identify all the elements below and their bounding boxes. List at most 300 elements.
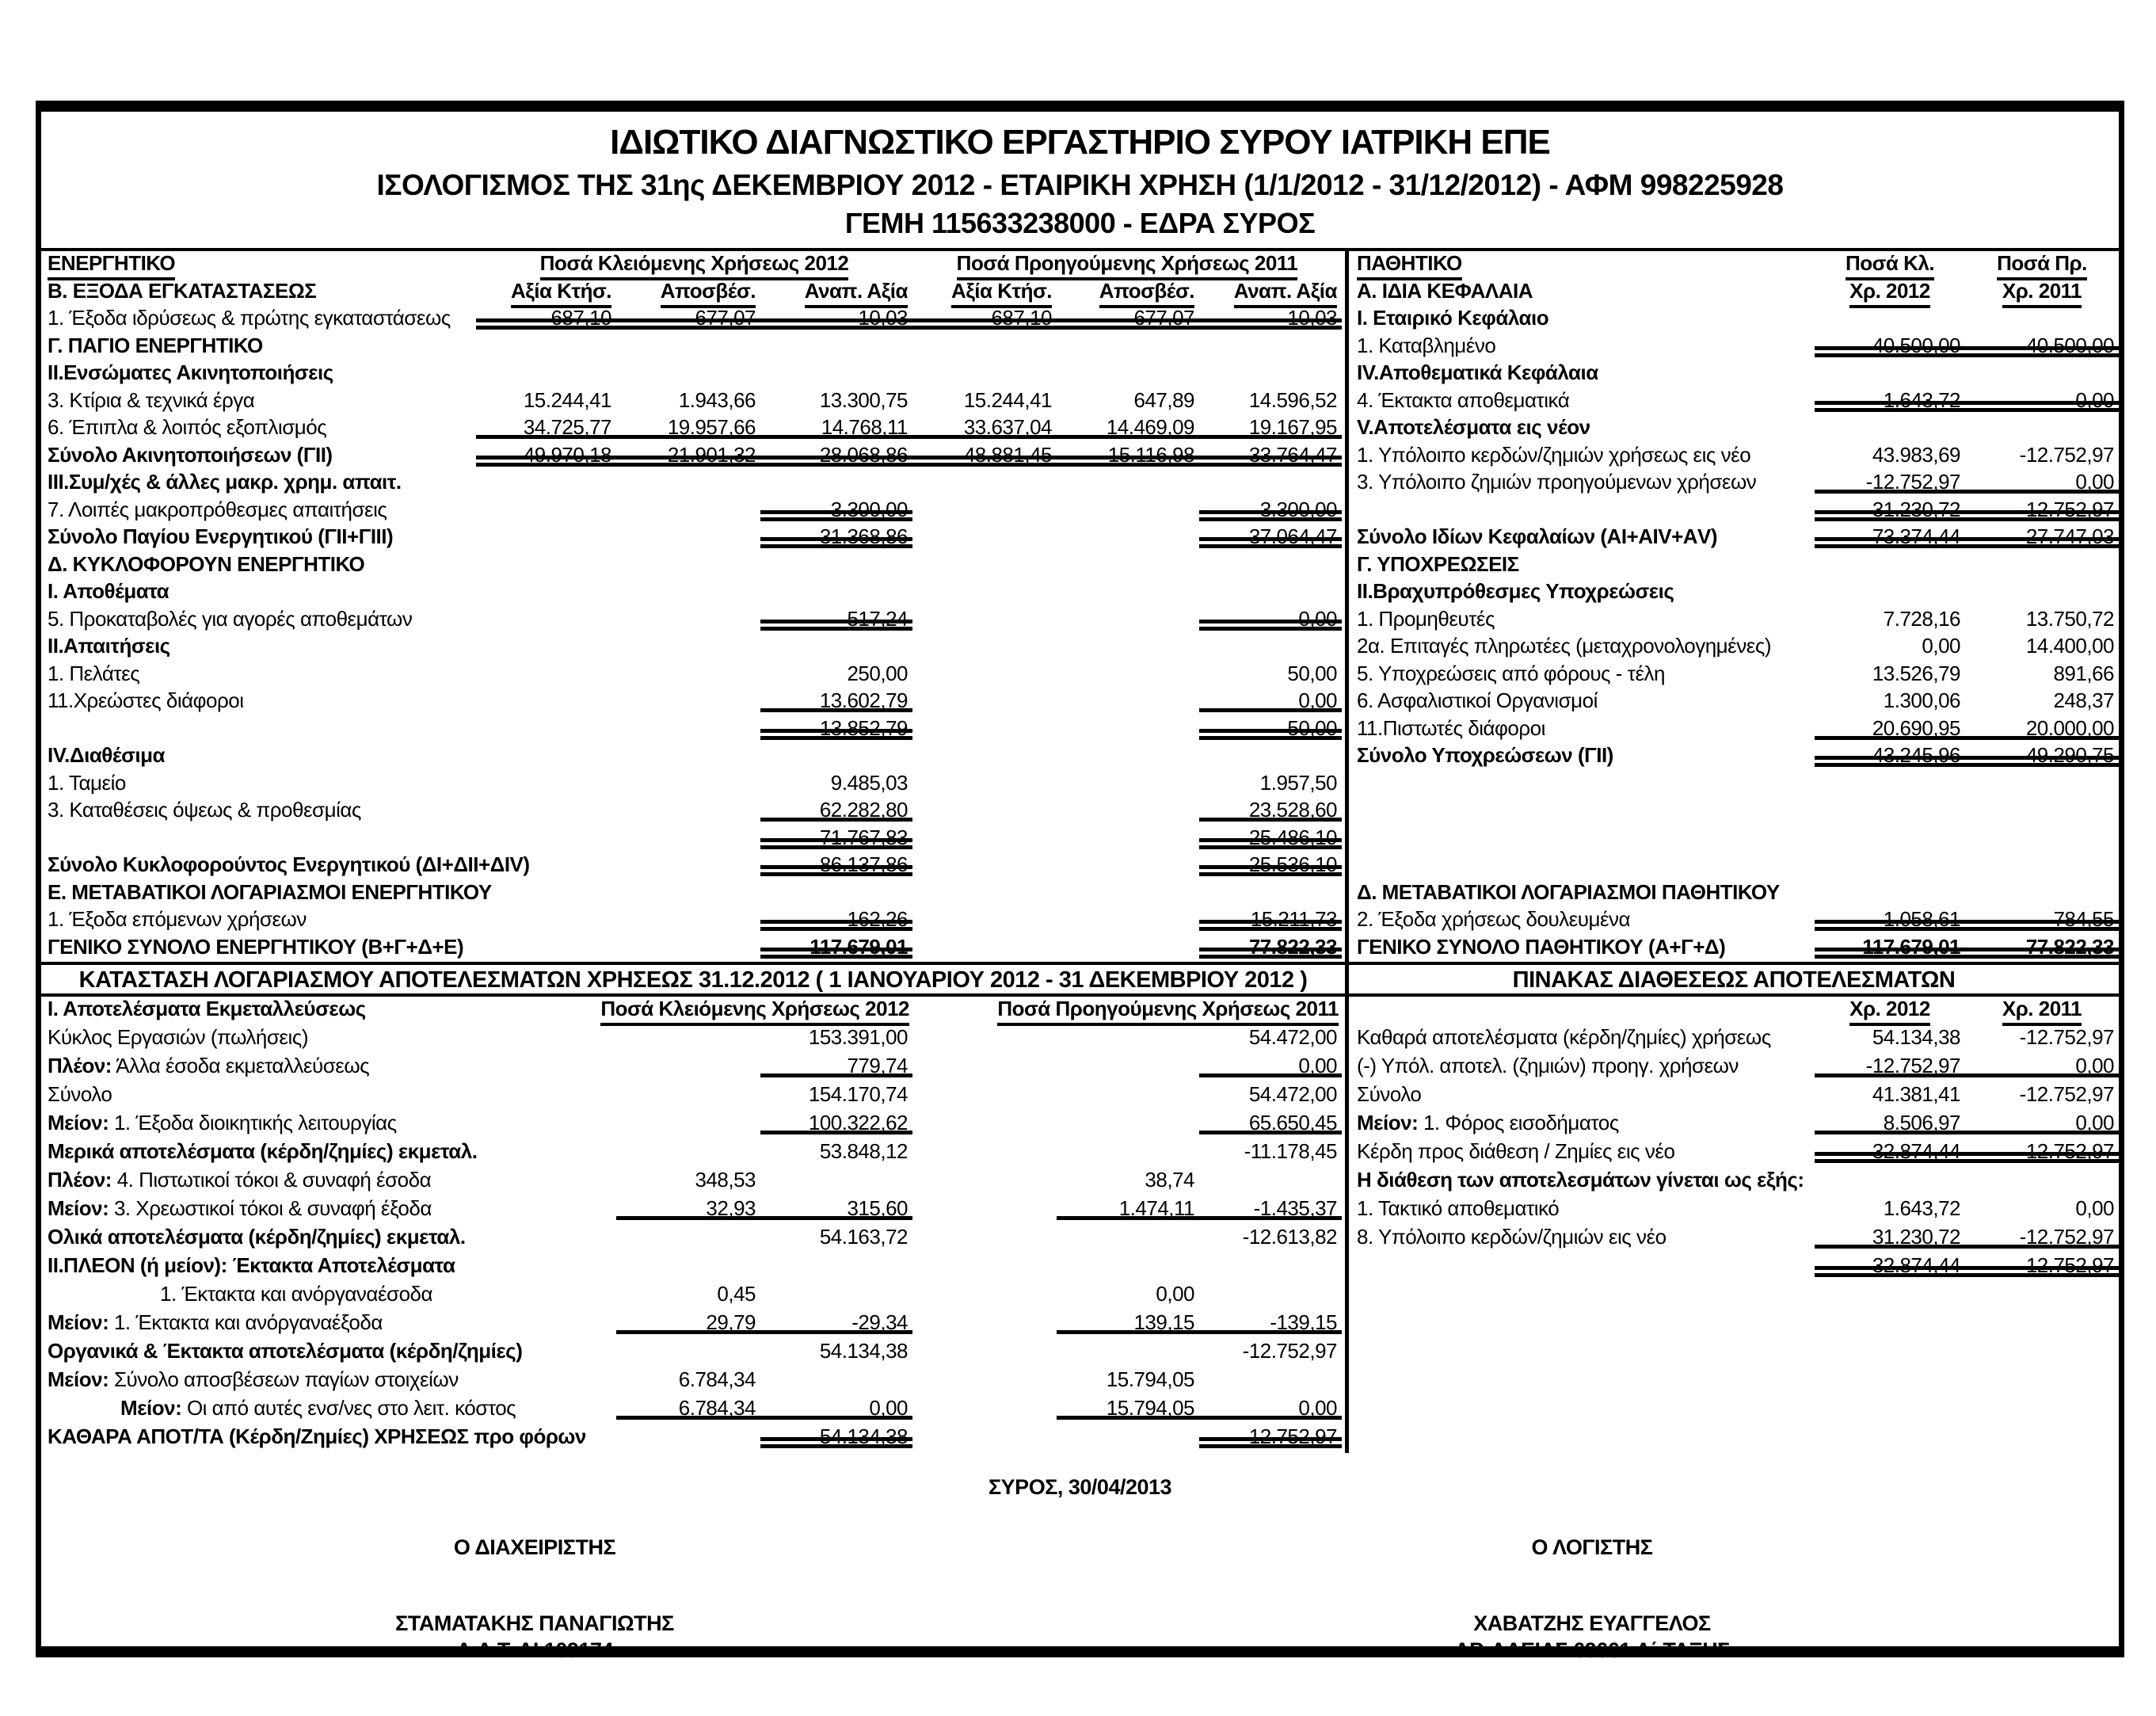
amount-cell <box>1965 771 2119 795</box>
table-row <box>41 1111 1345 1139</box>
amount-cell <box>1057 498 1199 521</box>
table-row <box>1349 498 2119 525</box>
table-row <box>1349 907 2119 935</box>
income-rows <box>41 1025 1345 1453</box>
row-label: Ι. Εταιρικό Κεφάλαιο <box>1357 306 1549 330</box>
table-row <box>41 306 1345 334</box>
table-row <box>1349 852 2119 880</box>
amount-cell <box>616 1253 760 1277</box>
amount-cell <box>476 1367 616 1391</box>
amount-cell: 53.848,12 <box>819 1139 908 1163</box>
amount-cell: 50,00 <box>1287 661 1337 685</box>
liab-col1-header: Ποσά Κλ. <box>1815 251 1965 275</box>
amount-cell <box>616 662 760 685</box>
income-section-title: Ι. Αποτελέσματα Εκμεταλλεύσεως <box>48 997 366 1020</box>
amount-cell <box>616 607 760 631</box>
amount-cell: 1.943,66 <box>678 387 756 412</box>
amount-cell <box>1199 1282 1342 1306</box>
amount-cell: 687,10 <box>476 306 616 330</box>
amount-cell: 77.822,33 <box>1965 935 2119 959</box>
amount-cell: 784,55 <box>1965 907 2119 931</box>
amount-cell <box>912 1339 1057 1363</box>
table-row <box>41 552 1345 580</box>
accountant-name: ΧΑΒΑΤΖΗΣ ΕΥΑΓΓΕΛΟΣ <box>1473 1611 1711 1635</box>
amount-cell <box>476 826 616 849</box>
amount-cell <box>1815 798 1965 822</box>
amount-cell <box>476 1253 616 1277</box>
table-row <box>41 662 1345 689</box>
row-label: Μείον: 3. Χρεωστικοί τόκοι & συναφή έξοδα <box>48 1196 432 1220</box>
amount-cell <box>1965 798 2119 822</box>
amount-cell: 25.486,10 <box>1199 826 1342 849</box>
row-label: ΙΙΙ.Συμ/χές & άλλες μακρ. χρημ. απαιτ. <box>48 470 402 494</box>
amount-cell: 13.526,79 <box>1872 661 1960 685</box>
amount-cell: 14.400,00 <box>2025 634 2114 658</box>
amount-cell: 14.768,11 <box>760 415 912 439</box>
amount-cell: 677,07 <box>616 306 760 330</box>
amount-cell: 0,00 <box>1199 1054 1342 1077</box>
document-frame <box>36 101 2124 1662</box>
table-row <box>1349 470 2119 498</box>
balance-sheet-title: ΙΣΟΛΟΓΙΣΜΟΣ ΤΗΣ 31ης ΔΕΚΕΜΒΡΙΟΥ 2012 - ΕΤΑΙΡΙΚΗ ΧΡΗΣΗ (1/1/2012 - 31/12/2012) - ΑΦΜ 998225928 <box>376 169 1784 201</box>
amount-cell <box>616 743 760 767</box>
amount-cell: 0,00 <box>1156 1282 1194 1306</box>
table-row <box>1349 662 2119 689</box>
company-title: ΙΔΙΩΤΙΚΟ ΔΙΑΓΝΩΣΤΙΚΟ ΕΡΓΑΣΤΗΡΙΟ ΣΥΡΟΥ ΙΑΤΡΙΚΗ ΕΠΕ <box>610 123 1550 162</box>
amount-cell: 0,00 <box>1199 1396 1342 1420</box>
amount-cell: 0,00 <box>1199 607 1342 631</box>
amount-cell <box>1965 552 2119 576</box>
manager-name: ΣΤΑΜΑΤΑΚΗΣ ΠΑΝΑΓΙΩΤΗΣ <box>395 1611 674 1635</box>
table-row <box>41 524 1345 552</box>
amount-cell: 41.381,41 <box>1872 1082 1960 1106</box>
row-label: Μείον: 1. Φόρος εισοδήματος <box>1357 1111 1619 1134</box>
label-prefix: Πλέον: <box>48 1054 112 1077</box>
row-label: Οργανικά & Έκτακτα αποτελέσματα (κέρδη/ζημίες) <box>48 1339 523 1363</box>
amount-cell: 54.134,38 <box>1872 1025 1960 1049</box>
table-row <box>41 771 1345 799</box>
row-label: Δ. ΚΥΚΛΟΦΟΡΟΥΝ ΕΝΕΡΓΗΤΙΚΟ <box>48 551 365 576</box>
label-prefix: Μείον: <box>1357 1111 1419 1134</box>
row-label: ΙΙ.Ενσώματες Ακινητοποιήσεις <box>48 360 333 384</box>
amount-cell <box>1965 306 2119 330</box>
amount-cell: 0,00 <box>760 1396 912 1420</box>
amount-cell <box>912 1139 1057 1163</box>
table-row <box>41 1282 1345 1310</box>
amount-cell <box>476 771 616 795</box>
amount-cell <box>1965 826 2119 849</box>
row-label: Δ. ΜΕΤΑΒΑΤΙΚΟΙ ΛΟΓΑΡΙΑΣΜΟΙ ΠΑΘΗΤΙΚΟΥ <box>1357 879 1780 904</box>
amount-cell <box>912 880 1057 904</box>
amount-cell <box>616 852 760 876</box>
amount-cell <box>476 360 616 384</box>
table-row <box>1349 388 2119 416</box>
amount-cell: 153.391,00 <box>808 1025 908 1049</box>
row-label <box>1349 1253 1815 1277</box>
label-prefix: Μείον: <box>48 1310 109 1334</box>
amount-cell <box>1199 1253 1342 1277</box>
amount-cell: 13.602,79 <box>760 688 912 712</box>
row-label: Σύνολο Ιδίων Κεφαλαίων (ΑΙ+ΑΙV+ΑV) <box>1357 524 1718 548</box>
amount-cell <box>912 579 1057 603</box>
amount-cell: 1.957,50 <box>1259 770 1337 795</box>
amount-cell <box>1965 1168 2119 1192</box>
table-row <box>41 1396 1345 1424</box>
table-row <box>41 388 1345 416</box>
amount-cell <box>616 498 760 521</box>
amount-cell <box>1057 662 1199 685</box>
amount-cell: 0,00 <box>1199 688 1342 712</box>
amount-cell <box>1199 1367 1342 1391</box>
amount-cell <box>476 1168 616 1192</box>
amount-cell: 687,10 <box>912 306 1057 330</box>
amount-cell <box>476 1025 616 1049</box>
amount-cell: 14.596,52 <box>1248 387 1337 412</box>
amount-cell <box>1199 880 1342 904</box>
amount-cell <box>1057 552 1199 576</box>
row-label: 3. Υπόλοιπο ζημιών προηγούμενων χρήσεων <box>1357 470 1757 494</box>
row-label: IV.Διαθέσιμα <box>48 743 165 767</box>
amount-cell: 315,60 <box>760 1196 912 1220</box>
amount-cell: 1.643,72 <box>1883 1196 1960 1220</box>
amount-cell: -12.752,97 <box>1965 1139 2119 1163</box>
amount-cell: 33.764,47 <box>1199 443 1342 467</box>
amount-cell <box>616 688 760 712</box>
amount-cell: 33.637,04 <box>912 415 1057 439</box>
col-header: Αναπ. Αξία <box>760 279 912 303</box>
row-label <box>1349 826 1815 849</box>
amount-cell <box>760 1253 912 1277</box>
appropriation-rows <box>1349 1025 2119 1282</box>
table-row <box>41 798 1345 826</box>
amount-cell: -11.178,45 <box>1244 1139 1337 1163</box>
label-prefix: Μείον: <box>48 1111 109 1134</box>
amount-cell <box>476 688 616 712</box>
amount-cell <box>912 1196 1057 1220</box>
table-row <box>1349 826 2119 853</box>
row-label: Ε. ΜΕΤΑΒΑΤΙΚΟΙ ΛΟΓΑΡΙΑΣΜΟΙ ΕΝΕΡΓΗΤΙΚΟΥ <box>48 879 492 904</box>
row-label: Σύνολο Υποχρεώσεων (ΓΙΙ) <box>1357 743 1613 767</box>
income-header-row <box>41 997 1345 1025</box>
amount-cell: 29,79 <box>616 1310 760 1334</box>
row-label <box>1349 498 1815 521</box>
table-row <box>1349 634 2119 662</box>
amount-cell: 15.794,05 <box>1057 1396 1199 1420</box>
amount-cell <box>616 552 760 576</box>
table-row <box>41 1168 1345 1196</box>
assets-col-group-2012: Ποσά Κλειόμενης Χρήσεως 2012 <box>476 251 912 275</box>
row-label: ΓΕΝΙΚΟ ΣΥΝΟΛΟ ΠΑΘΗΤΙΚΟΥ (Α+Γ+Δ) <box>1357 934 1726 959</box>
appropriation-header-row <box>1349 997 2119 1025</box>
amount-cell <box>912 1054 1057 1077</box>
label-prefix: Μείον: <box>48 1367 109 1391</box>
row-label: Σύνολο Παγίου Ενεργητικού (ΓΙΙ+ΓΙΙΙ) <box>48 524 394 548</box>
appropriation-band-title: ΠΙΝΑΚΑΣ ΔΙΑΘΕΣΕΩΣ ΑΠΟΤΕΛΕΣΜΑΤΩΝ <box>1512 967 1956 993</box>
table-row <box>1349 1139 2119 1168</box>
amount-cell: 13.852,79 <box>760 716 912 740</box>
amount-cell: 248,37 <box>2053 688 2114 712</box>
table-row <box>1349 798 2119 826</box>
amount-cell: 25.536,10 <box>1199 852 1342 876</box>
table-row <box>1349 1054 2119 1082</box>
table-row <box>41 360 1345 388</box>
amount-cell <box>1057 1054 1199 1077</box>
liabilities-title: ΠΑΘΗΤΙΚΟ <box>1349 251 1815 275</box>
amount-cell: 348,53 <box>695 1168 756 1192</box>
amount-cell: 6.784,34 <box>678 1367 756 1391</box>
amount-cell: 62.282,80 <box>760 798 912 822</box>
row-label: 1. Τακτικό αποθεματικό <box>1357 1196 1560 1220</box>
amount-cell <box>912 1168 1057 1192</box>
row-label: 5. Προκαταβολές για αγορές αποθεμάτων <box>48 606 413 631</box>
income-col-2012: Ποσά Κλειόμενης Χρήσεως 2012 <box>476 997 912 1020</box>
amount-cell: 15.211,73 <box>1199 907 1342 931</box>
row-label <box>1349 771 1815 795</box>
row-label: Ολικά αποτελέσματα (κέρδη/ζημίες) εκμεταλ. <box>48 1225 466 1249</box>
amount-cell: -12.752,97 <box>1965 1253 2119 1277</box>
col-header: Αξία Κτήσ. <box>912 279 1057 303</box>
row-label: Κέρδη προς διάθεση / Ζημίες εις νέο <box>1357 1139 1675 1163</box>
table-row <box>41 607 1345 635</box>
row-label: Μείον: Οι από αυτές ενσ/νες στο λειτ. κόστος <box>120 1396 516 1420</box>
row-label: 6. Έπιπλα & λοιπός εξοπλισμός <box>48 415 327 439</box>
assets-rows <box>41 306 1345 962</box>
amount-cell: 50,00 <box>1199 716 1342 740</box>
amount-cell <box>912 935 1057 959</box>
amount-cell <box>1057 1082 1199 1106</box>
amount-cell <box>1057 1025 1199 1049</box>
row-label: Πλέον: Άλλα έσοδα εκμεταλλεύσεως <box>48 1054 370 1077</box>
row-label: 1. Υπόλοιπο κερδών/ζημιών χρήσεως εις νέο <box>1357 442 1751 467</box>
row-label: Μερικά αποτελέσματα (κέρδη/ζημίες) εκμεταλ. <box>48 1139 478 1163</box>
liab-col2-year: Χρ. 2011 <box>1965 279 2119 303</box>
table-row <box>41 498 1345 525</box>
amount-cell <box>760 1168 912 1192</box>
row-label: ΙΙ.Βραχυπρόθεσμες Υποχρεώσεις <box>1357 579 1674 603</box>
amount-cell: 49.290,75 <box>1965 743 2119 767</box>
amount-cell <box>476 1225 616 1249</box>
table-row <box>1349 880 2119 908</box>
amount-cell: 32.874,44 <box>1815 1139 1965 1163</box>
section-band <box>41 962 2119 997</box>
amount-cell: -12.752,97 <box>1199 1424 1342 1448</box>
income-statement-band-title: ΚΑΤΑΣΤΑΣΗ ΛΟΓΑΡΙΑΣΜΟΥ ΑΠΟΤΕΛΕΣΜΑΤΩΝ ΧΡΗΣΕΩΣ 31.12.2012 ( 1 ΙΑΝΟΥΑΡΙΟΥ 2012 - 31 ΔΕΚΕΜΒΡΙΟΥ 2012 ) <box>78 967 1308 993</box>
amount-cell <box>476 1139 616 1163</box>
amount-cell: 32.874,44 <box>1815 1253 1965 1277</box>
amount-cell <box>912 552 1057 576</box>
row-label: 8. Υπόλοιπο κερδών/ζημιών εις νέο <box>1357 1225 1667 1249</box>
table-row <box>41 743 1345 771</box>
row-label: 6. Ασφαλιστικοί Οργανισμοί <box>1357 688 1598 712</box>
amount-cell <box>616 798 760 822</box>
amount-cell <box>1057 716 1199 740</box>
row-label: (-) Υπόλ. αποτελ. (ζημιών) προηγ. χρήσεων <box>1357 1054 1739 1077</box>
amount-cell <box>1815 579 1965 603</box>
amount-cell <box>912 907 1057 931</box>
amount-cell: 15.244,41 <box>523 387 611 412</box>
amount-cell: -12.613,82 <box>1242 1225 1337 1249</box>
amount-cell <box>616 334 760 357</box>
amount-cell <box>912 1253 1057 1277</box>
row-label: 11.Χρεώστες διάφοροι <box>48 688 244 712</box>
table-row <box>1349 552 2119 580</box>
row-label: Μείον: 1. Έκτακτα και ανόργαναέξοδα <box>48 1310 383 1334</box>
amount-cell: 647,89 <box>1133 387 1194 412</box>
amount-cell: 71.767,83 <box>760 826 912 849</box>
amount-cell: 31.230,72 <box>1815 498 1965 521</box>
amount-cell: 10,03 <box>760 306 912 330</box>
table-row <box>1349 1253 2119 1282</box>
amount-cell <box>616 716 760 740</box>
amount-cell <box>760 360 912 384</box>
amount-cell: 0,00 <box>1965 1111 2119 1134</box>
amount-cell <box>912 852 1057 876</box>
amount-cell: 23.528,60 <box>1199 798 1342 822</box>
amount-cell <box>1815 852 1965 876</box>
row-label: 2α. Επιταγές πληρωτέες (μεταχρονολογημένες) <box>1357 634 1772 658</box>
amount-cell: 21.901,32 <box>616 443 760 467</box>
amount-cell <box>476 716 616 740</box>
row-label: Σύνολο <box>48 1082 112 1106</box>
amount-cell <box>616 907 760 931</box>
table-row <box>41 1025 1345 1054</box>
row-label: ΚΑΘΑΡΑ ΑΠΟΤ/ΤΑ (Κέρδη/Ζημίες) ΧΡΗΣΕΩΣ προ φόρων <box>48 1424 586 1448</box>
amount-cell: 14.469,09 <box>1057 415 1199 439</box>
amount-cell <box>476 1082 616 1106</box>
amount-cell <box>476 1054 616 1077</box>
assets-col-header-row <box>41 279 1345 307</box>
balance-sheet-body <box>41 251 2119 962</box>
amount-cell: 20.000,00 <box>1965 716 2119 740</box>
table-row <box>41 415 1345 443</box>
amount-cell <box>616 524 760 548</box>
amount-cell <box>476 1196 616 1220</box>
amount-cell: 28.068,86 <box>760 443 912 467</box>
amount-cell <box>912 1310 1057 1334</box>
amount-cell: 154.170,74 <box>808 1082 908 1106</box>
amount-cell: 34.725,77 <box>476 415 616 439</box>
amount-cell: 0,00 <box>2075 1196 2114 1220</box>
amount-cell: 15.794,05 <box>1106 1367 1194 1391</box>
amount-cell <box>476 524 616 548</box>
liabilities-rows <box>1349 306 2119 962</box>
col-header: Αποσβέσ. <box>616 279 760 303</box>
row-label: ΙΙ.Απαιτήσεις <box>48 634 170 658</box>
amount-cell <box>1815 306 1965 330</box>
amount-cell <box>1057 771 1199 795</box>
amount-cell <box>1815 1168 1965 1192</box>
table-row <box>1349 524 2119 552</box>
amount-cell: 1.643,72 <box>1815 388 1965 412</box>
table-row <box>41 1310 1345 1339</box>
amount-cell <box>616 1225 760 1249</box>
assets-table <box>41 251 1345 962</box>
amount-cell: 779,74 <box>760 1054 912 1077</box>
row-label: 1. Προμηθευτές <box>1357 606 1495 631</box>
amount-cell <box>1057 1424 1199 1448</box>
amount-cell <box>616 634 760 658</box>
amount-cell <box>1057 634 1199 658</box>
amount-cell <box>476 1396 616 1420</box>
amount-cell <box>616 1339 760 1363</box>
amount-cell <box>912 360 1057 384</box>
amount-cell: 9.485,03 <box>830 770 908 795</box>
amount-cell: 31.368,86 <box>760 524 912 548</box>
row-label: Γ. ΥΠΟΧΡΕΩΣΕΙΣ <box>1357 551 1519 576</box>
amount-cell: 0,00 <box>1965 388 2119 412</box>
amount-cell <box>1057 470 1199 494</box>
table-row <box>1349 1225 2119 1253</box>
amount-cell <box>476 552 616 576</box>
amount-cell <box>476 634 616 658</box>
amount-cell: 54.163,72 <box>819 1225 908 1249</box>
amount-cell: -29,34 <box>760 1310 912 1334</box>
amount-cell: 37.064,47 <box>1199 524 1342 548</box>
amount-cell <box>912 1282 1057 1306</box>
amount-cell: 86.137,86 <box>760 852 912 876</box>
amount-cell <box>476 607 616 631</box>
amount-cell <box>616 1025 760 1049</box>
row-label: Σύνολο Κυκλοφορούντος Ενεργητικού (ΔΙ+ΔΙΙ+ΔΙV) <box>48 852 530 876</box>
amount-cell: 31.230,72 <box>1815 1225 1965 1249</box>
row-label: V.Αποτελέσματα εις νέον <box>1357 415 1590 439</box>
appropriation-spacer <box>1349 997 1815 1020</box>
liabilities-table <box>1349 251 2119 962</box>
amount-cell: 54.472,00 <box>1248 1025 1337 1049</box>
table-row <box>41 1139 1345 1168</box>
table-row <box>1349 935 2119 963</box>
col-header: Αποσβέσ. <box>1057 279 1199 303</box>
amount-cell <box>1199 360 1342 384</box>
amount-cell <box>1965 579 2119 603</box>
row-label: 1. Καταβλημένο <box>1357 333 1496 357</box>
amount-cell <box>616 771 760 795</box>
amount-cell <box>760 334 912 357</box>
row-label <box>1349 798 1815 822</box>
table-row <box>1349 360 2119 388</box>
manager-id: Α.Δ.Τ. ΑΙ 109174 <box>455 1638 614 1662</box>
amount-cell <box>1057 743 1199 767</box>
row-label: Σύνολο <box>1357 1082 1422 1106</box>
amount-cell <box>1057 1139 1199 1163</box>
table-row <box>1349 743 2119 771</box>
row-label: 3. Καταθέσεις όψεως & προθεσμίας <box>48 798 361 822</box>
amount-cell <box>476 334 616 357</box>
amount-cell: 19.957,66 <box>616 415 760 439</box>
amount-cell: -12.752,97 <box>1815 1054 1965 1077</box>
amount-cell: 891,66 <box>2053 661 2114 685</box>
appropriation-col-2012: Χρ. 2012 <box>1815 997 1965 1020</box>
amount-cell: 32,93 <box>616 1196 760 1220</box>
income-statement-table <box>41 997 1345 1453</box>
amount-cell <box>616 1054 760 1077</box>
table-row <box>41 716 1345 744</box>
table-row <box>41 1367 1345 1396</box>
amount-cell: 1.474,11 <box>1057 1196 1199 1220</box>
liabilities-section-a: Α. ΙΔΙΑ ΚΕΦΑΛΑΙΑ <box>1357 278 1533 303</box>
amount-cell <box>912 1225 1057 1249</box>
accountant-role-label: Ο ΛΟΓΙΣΤΗΣ <box>1531 1535 1653 1559</box>
amount-cell: 0,45 <box>717 1282 756 1306</box>
amount-cell: 54.472,00 <box>1248 1082 1337 1106</box>
amount-cell: 139,15 <box>1057 1310 1199 1334</box>
amount-cell: 10,03 <box>1199 306 1342 330</box>
amount-cell <box>760 470 912 494</box>
row-label: 4. Έκτακτα αποθεματικά <box>1357 387 1570 412</box>
amount-cell: 3.300,00 <box>760 498 912 521</box>
amount-cell: 49.970,18 <box>476 443 616 467</box>
amount-cell: 40.500,00 <box>1965 334 2119 357</box>
